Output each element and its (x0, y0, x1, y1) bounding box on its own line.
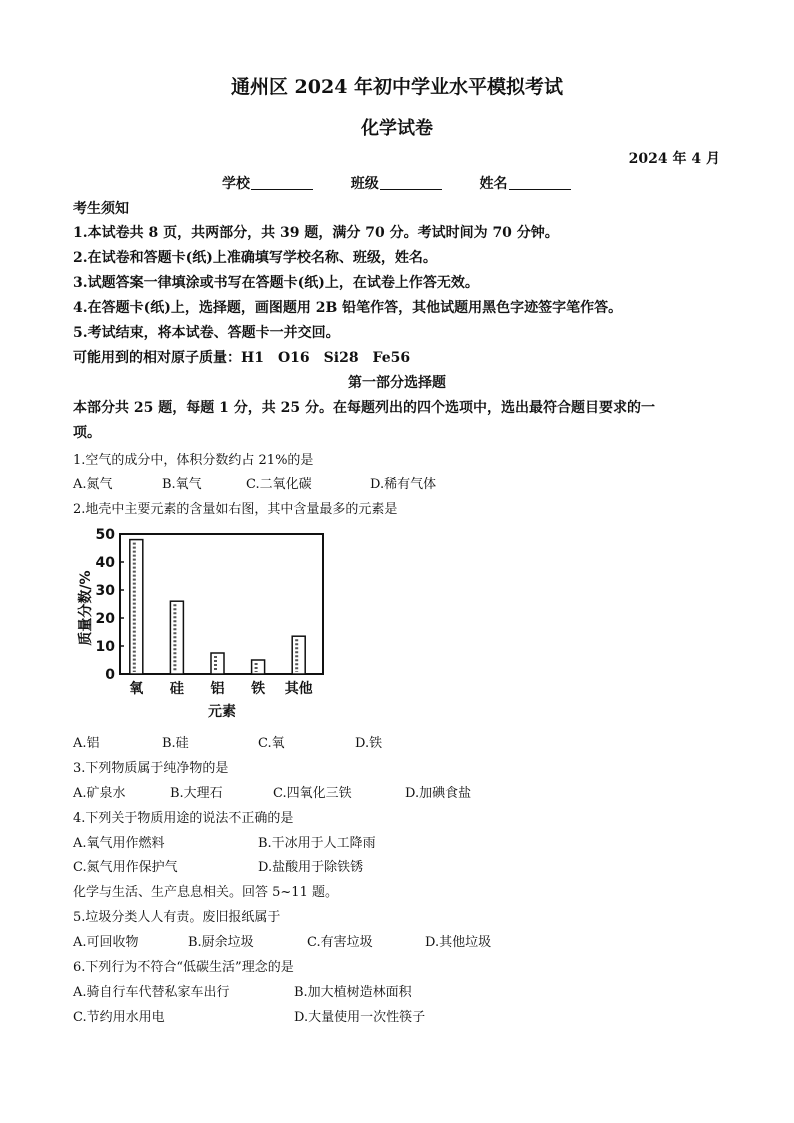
bar-硅 (170, 601, 183, 674)
q3-option-b[interactable]: B.大理石 (170, 786, 223, 801)
notice-item-3: 3.试题答案一律填涂或书写在答题卡(纸)上，在试卷上作答无效。 (73, 275, 479, 291)
name-field[interactable] (509, 177, 571, 190)
exam-title: 通州区 2024 年初中学业水平模拟考试 (230, 76, 564, 98)
q5-option-c[interactable]: C.有害垃圾 (307, 935, 373, 950)
y-axis-label: 质量分数/% (78, 570, 94, 646)
q6-option-c[interactable]: C.节约用水用电 (73, 1010, 165, 1025)
bar-氧 (130, 540, 143, 674)
question-1-stem: 1.空气的成分中，体积分数约占 21%的是 (73, 453, 314, 468)
exam-date: 2024 年 4 月 (628, 151, 720, 167)
q1-option-a[interactable]: A.氮气 (73, 477, 113, 492)
question-5-stem: 5.垃圾分类人人有责。废旧报纸属于 (73, 910, 281, 925)
q2-option-d[interactable]: D.铁 (355, 736, 383, 751)
y-tick-label: 20 (95, 611, 115, 627)
exam-subtitle: 化学试卷 (361, 118, 433, 139)
class-label: 班级 (350, 176, 379, 192)
x-tick-label: 氧 (129, 681, 144, 697)
y-tick-label: 50 (95, 527, 115, 543)
q2-option-a[interactable]: A.铝 (73, 736, 100, 751)
school-field[interactable] (251, 177, 313, 190)
question-6-stem: 6.下列行为不符合“低碳生活”理念的是 (73, 960, 294, 975)
q4-option-d[interactable]: D.盐酸用于除铁锈 (258, 860, 364, 875)
notice-item-2: 2.在试卷和答题卡(纸)上准确填写学校名称、班级，姓名。 (73, 250, 437, 266)
x-tick-label: 铁 (251, 681, 266, 697)
x-tick-label: 铝 (210, 681, 225, 697)
y-tick-label: 0 (105, 667, 115, 683)
y-tick-label: 10 (95, 639, 115, 655)
q1-option-c[interactable]: C.二氧化碳 (246, 477, 312, 492)
school-label: 学校 (222, 176, 250, 192)
part1-title: 第一部分选择题 (348, 375, 446, 391)
notice-item-1: 1.本试卷共 8 页，共两部分，共 39 题，满分 70 分。考试时间为 70 分钟。 (73, 225, 559, 241)
notice-item-5: 5.考试结束，将本试卷、答题卡一并交回。 (73, 325, 340, 341)
part1-intro-line1: 本部分共 25 题，每题 1 分，共 25 分。在每题列出的四个选项中，选出最符合题目要求的一 (73, 400, 655, 416)
q3-option-d[interactable]: D.加碘食盐 (405, 786, 472, 801)
q5-option-a[interactable]: A.可回收物 (73, 935, 139, 950)
q6-option-d[interactable]: D.大量使用一次性筷子 (294, 1010, 426, 1025)
q4-option-a[interactable]: A.氧气用作燃料 (73, 836, 165, 851)
y-tick-label: 40 (95, 555, 115, 571)
bar-铁 (252, 660, 265, 674)
q1-option-d[interactable]: D.稀有气体 (370, 477, 437, 492)
x-tick-label: 硅 (169, 681, 184, 697)
bar-其他 (292, 636, 305, 674)
q4-option-c[interactable]: C.氮气用作保护气 (73, 860, 178, 875)
class-field[interactable] (380, 177, 442, 190)
question-2-stem: 2.地壳中主要元素的含量如右图，其中含量最多的元素是 (73, 502, 398, 517)
q1-option-b[interactable]: B.氧气 (162, 477, 202, 492)
name-label: 姓名 (479, 176, 508, 192)
notice-item-4: 4.在答题卡(纸)上，选择题，画图题用 2B 铅笔作答，其他试题用黑色字迹签字笔作答。 (73, 300, 623, 316)
q6-option-a[interactable]: A.骑自行车代替私家车出行 (73, 985, 230, 1000)
x-tick-label: 其他 (284, 681, 313, 697)
bar-铝 (211, 653, 224, 674)
atomic-mass-note: 可能用到的相对原子质量：H1 O16 Si28 Fe56 (73, 350, 411, 366)
student-info-row (222, 173, 571, 193)
q2-option-b[interactable]: B.硅 (162, 736, 189, 751)
x-axis-label: 元素 (208, 704, 236, 720)
q3-option-c[interactable]: C.四氧化三铁 (273, 786, 352, 801)
notice-heading: 考生须知 (73, 201, 129, 217)
element-content-bar-chart (70, 522, 330, 722)
section-note: 化学与生活、生产息息相关。回答 5~11 题。 (73, 885, 338, 900)
q2-option-c[interactable]: C.氧 (258, 736, 285, 751)
y-tick-label: 30 (95, 583, 115, 599)
question-3-stem: 3.下列物质属于纯净物的是 (73, 761, 229, 776)
q5-option-b[interactable]: B.厨余垃圾 (188, 935, 254, 950)
part1-intro-line2: 项。 (73, 425, 101, 441)
q6-option-b[interactable]: B.加大植树造林面积 (294, 985, 412, 1000)
q4-option-b[interactable]: B.干冰用于人工降雨 (258, 836, 376, 851)
question-4-stem: 4.下列关于物质用途的说法不正确的是 (73, 811, 294, 826)
q3-option-a[interactable]: A.矿泉水 (73, 786, 126, 801)
q5-option-d[interactable]: D.其他垃圾 (425, 935, 492, 950)
